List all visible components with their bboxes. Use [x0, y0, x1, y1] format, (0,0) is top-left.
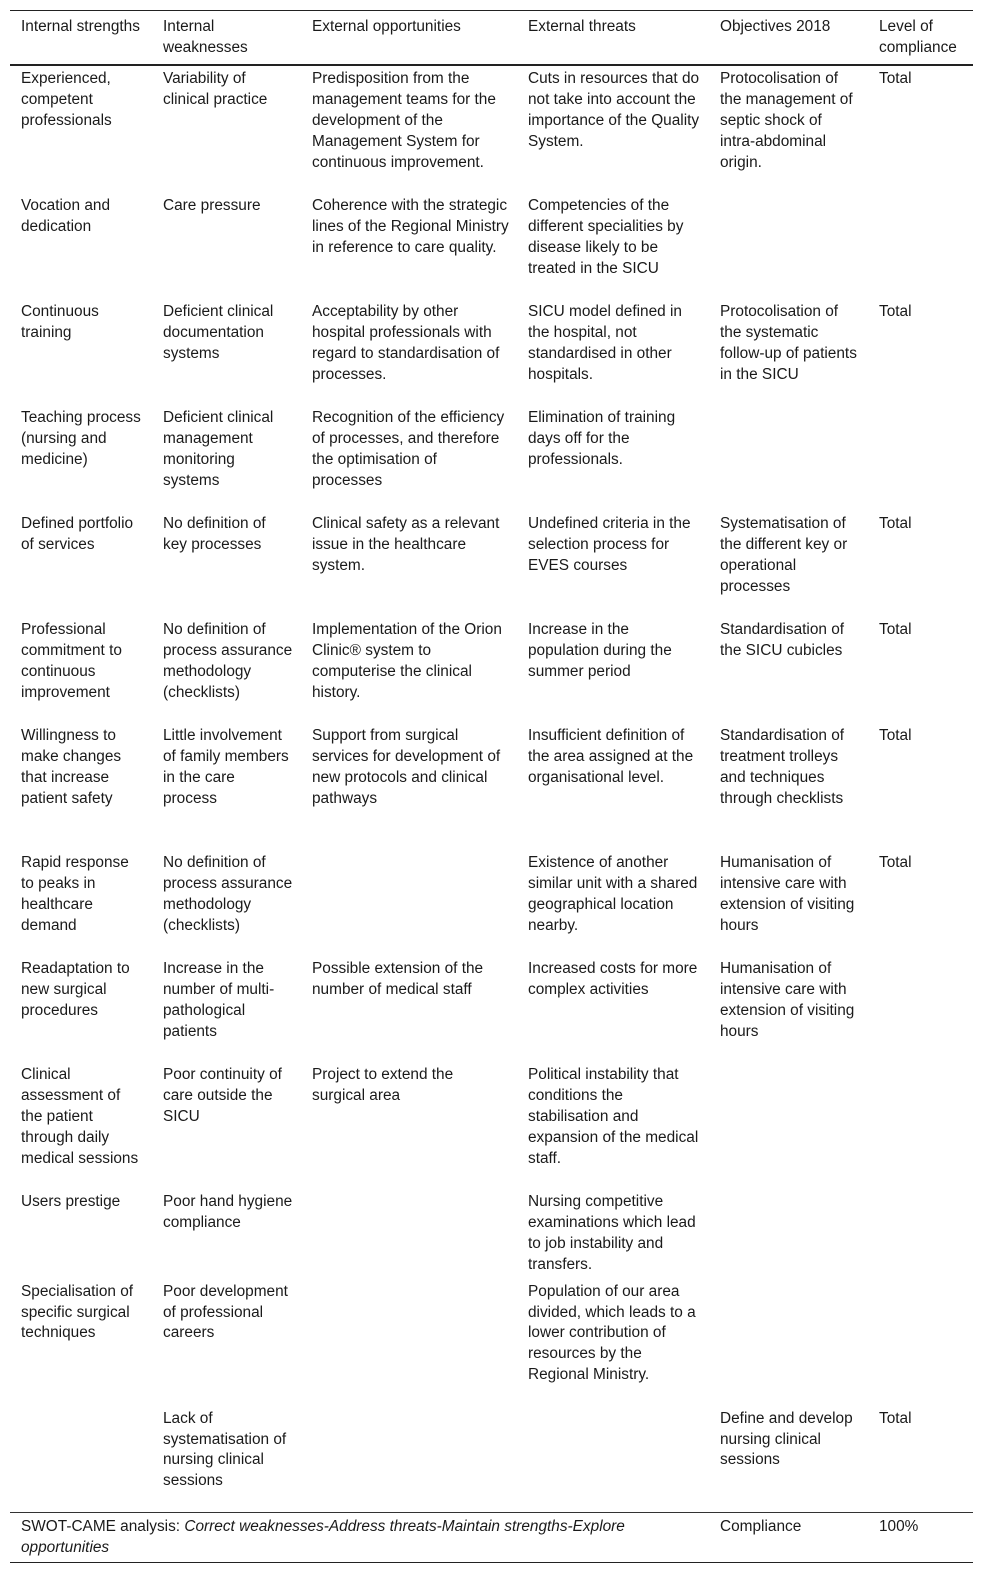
cell-objective: Standardisation of treatment trolleys and techniques through checklists — [720, 727, 845, 807]
cell-objective — [709, 193, 868, 299]
cell-objective: Standardisation of the SICU cubicles — [720, 621, 845, 659]
cell-weakness: No definition of key processes — [163, 515, 266, 553]
cell-weakness: Poor development of professional careers — [163, 1282, 288, 1342]
cell-opportunity: Clinical safety as a relevant issue in the healthcare system. — [312, 515, 500, 574]
cell-opportunity: Acceptability by other hospital professionals with regard to standardisation of processes. — [312, 303, 500, 383]
footer-row — [10, 1512, 973, 1563]
footer-expansion: Correct weaknesses-Address threats-Maintain strengths-Explore opportunities — [21, 1517, 625, 1556]
cell-objective: Humanisation of intensive care with extension of visiting hours — [720, 960, 855, 1040]
cell-strength: Willingness to make changes that increase patient safety — [21, 727, 122, 807]
cell-strength: Continuous training — [21, 303, 99, 341]
table-row — [10, 723, 973, 850]
table-row — [10, 299, 973, 405]
cell-strength: Readaptation to new surgical procedures — [21, 960, 130, 1019]
header-internal-strengths: Internal strengths — [10, 11, 152, 66]
cell-compliance — [868, 405, 973, 511]
cell-strength: Teaching process (nursing and medicine) — [21, 409, 141, 468]
cell-compliance: Total — [879, 70, 912, 87]
cell-weakness: Little involvement of family members in the care process — [163, 727, 289, 807]
cell-compliance — [868, 956, 973, 1062]
header-objectives-2018: Objectives 2018 — [709, 11, 868, 66]
footer-label: SWOT-CAME analysis: — [21, 1517, 185, 1535]
cell-objective — [709, 1279, 868, 1406]
table-row — [10, 405, 973, 511]
cell-weakness: Poor hand hygiene compliance — [163, 1193, 293, 1231]
cell-strength: Professional commitment to continuous improvement — [21, 621, 122, 701]
cell-compliance: Total — [879, 621, 912, 638]
cell-strength: Vocation and dedication — [21, 197, 110, 235]
cell-threat: Increase in the population during the summer period — [528, 621, 672, 680]
cell-threat: Political instability that conditions the stabilisation and expansion of the medical staff. — [528, 1066, 699, 1167]
cell-strength: Clinical assessment of the patient through daily medical sessions — [21, 1066, 139, 1167]
cell-strength: Rapid response to peaks in healthcare demand — [21, 854, 129, 934]
table-row — [10, 1189, 973, 1279]
cell-strength: Defined portfolio of services — [21, 515, 134, 553]
table-row — [10, 850, 973, 956]
cell-weakness: Increase in the number of multi-pathological patients — [163, 960, 275, 1040]
cell-weakness: Lack of systematisation of nursing clinical sessions — [163, 1409, 287, 1490]
cell-threat: Increased costs for more complex activities — [528, 960, 698, 998]
cell-objective: Protocolisation of the systematic follow-up of patients in the SICU — [720, 303, 857, 383]
cell-opportunity: Coherence with the strategic lines of the Regional Ministry in reference to care quality. — [312, 197, 509, 256]
cell-weakness: No definition of process assurance methodology (checklists) — [163, 854, 293, 934]
header-internal-weaknesses: Internal weaknesses — [152, 11, 301, 66]
cell-compliance — [868, 1062, 973, 1189]
cell-weakness: Variability of clinical practice — [163, 70, 268, 108]
cell-strength — [10, 1406, 152, 1513]
cell-objective: Protocolisation of the management of septic shock of intra-abdominal origin. — [720, 70, 853, 171]
table-row — [10, 65, 973, 193]
cell-opportunity: Support from surgical services for development of new protocols and clinical pathways — [312, 727, 501, 807]
header-level-of-compliance: Level of compliance — [868, 11, 973, 66]
cell-threat: Insufficient definition of the area assigned at the organisational level. — [528, 727, 694, 786]
cell-objective: Systematisation of the different key or operational processes — [720, 515, 848, 595]
footer-caption — [10, 1512, 709, 1563]
cell-opportunity — [301, 1189, 517, 1279]
cell-weakness: No definition of process assurance methodology (checklists) — [163, 621, 293, 701]
cell-compliance — [868, 1279, 973, 1406]
cell-opportunity: Implementation of the Orion Clinic® system to computerise the clinical history. — [312, 621, 502, 701]
cell-threat: Nursing competitive examinations which lead to job instability and transfers. — [528, 1193, 696, 1273]
cell-objective: Humanisation of intensive care with extension of visiting hours — [720, 854, 855, 934]
table-row — [10, 1062, 973, 1189]
cell-threat: Undefined criteria in the selection process for EVES courses — [528, 515, 691, 574]
footer-compliance-label: Compliance — [709, 1512, 868, 1563]
table-row — [10, 617, 973, 723]
cell-threat: Elimination of training days off for the professionals. — [528, 409, 676, 468]
cell-threat — [517, 1406, 709, 1513]
cell-compliance: Total — [879, 515, 912, 532]
cell-compliance — [868, 1189, 973, 1279]
cell-strength: Users prestige — [21, 1193, 121, 1210]
cell-threat: Cuts in resources that do not take into account the importance of the Quality System. — [528, 70, 700, 150]
cell-strength: Specialisation of specific surgical techniques — [21, 1282, 134, 1342]
cell-threat: Population of our area divided, which leads to a lower contribution of resources by the Regional Ministry. — [528, 1282, 696, 1384]
table-row — [10, 1279, 973, 1406]
cell-opportunity — [301, 1279, 517, 1406]
header-external-threats: External threats — [517, 11, 709, 66]
cell-objective — [709, 1189, 868, 1279]
cell-opportunity — [301, 1406, 517, 1513]
cell-objective: Define and develop nursing clinical sessions — [720, 1409, 853, 1469]
footer-compliance-value: 100% — [868, 1512, 973, 1563]
cell-opportunity: Recognition of the efficiency of processes, and therefore the optimisation of processes — [312, 409, 505, 489]
cell-threat: Existence of another similar unit with a shared geographical location nearby. — [528, 854, 698, 934]
header-row — [10, 11, 973, 66]
cell-threat: Competencies of the different specialities by disease likely to be treated in the SICU — [528, 197, 684, 277]
cell-compliance — [868, 193, 973, 299]
cell-weakness: Deficient clinical documentation systems — [163, 303, 274, 362]
table-body — [10, 65, 973, 1563]
cell-opportunity: Predisposition from the management teams for the development of the Management System for continuous improvement. — [312, 70, 496, 171]
table-row — [10, 1406, 973, 1513]
table-row — [10, 511, 973, 617]
cell-compliance: Total — [879, 303, 912, 320]
cell-objective — [709, 405, 868, 511]
table-row — [10, 193, 973, 299]
cell-strength: Experienced, competent professionals — [21, 70, 112, 129]
cell-weakness: Care pressure — [163, 197, 261, 214]
table-row — [10, 956, 973, 1062]
header-external-opportunities: External opportunities — [301, 11, 517, 66]
cell-threat: SICU model defined in the hospital, not standardised in other hospitals. — [528, 303, 682, 383]
cell-opportunity: Project to extend the surgical area — [312, 1066, 454, 1104]
cell-compliance: Total — [879, 1409, 912, 1427]
cell-compliance: Total — [879, 727, 912, 744]
cell-objective — [709, 1062, 868, 1189]
swot-table — [10, 10, 973, 1563]
cell-compliance: Total — [879, 854, 912, 871]
cell-weakness: Deficient clinical management monitoring systems — [163, 409, 274, 489]
cell-opportunity — [301, 850, 517, 956]
cell-weakness: Poor continuity of care outside the SICU — [163, 1066, 282, 1125]
cell-opportunity: Possible extension of the number of medical staff — [312, 960, 484, 998]
